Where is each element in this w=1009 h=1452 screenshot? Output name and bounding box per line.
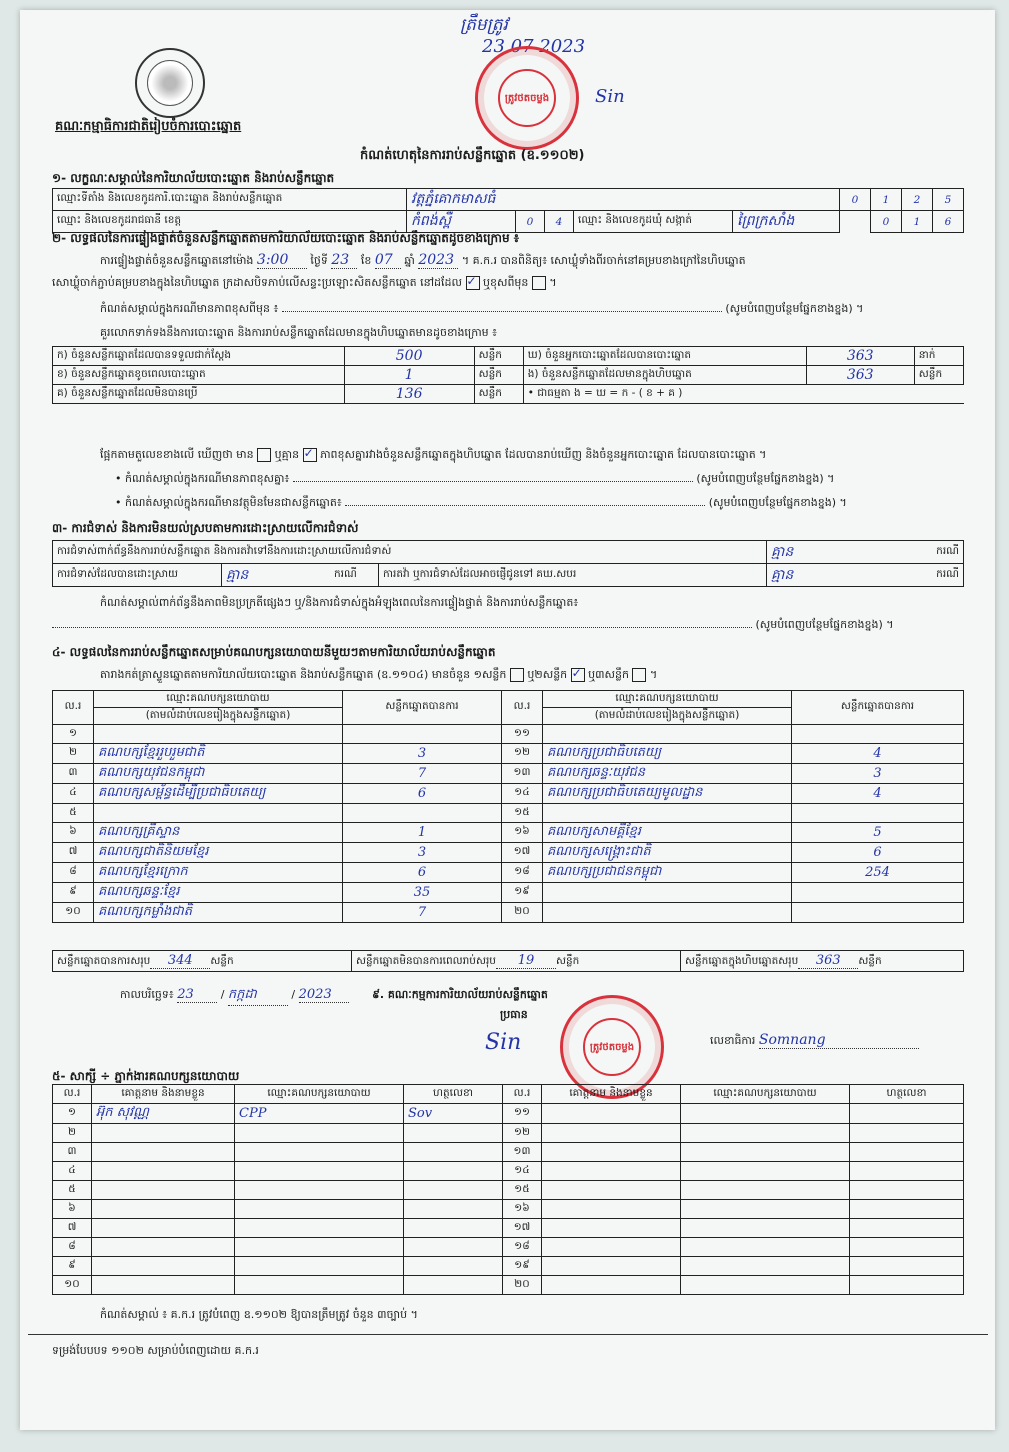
verification-time: 3:00 <box>257 252 307 269</box>
witness-row-number: ១ <box>53 1104 92 1124</box>
witness-name <box>92 1124 235 1143</box>
table-row: ក) ចំនួនសន្លឹកឆ្នោតដែលបានទទួលជាក់ស្ដែង 500 សន្លឹក ឃ) ចំនួនអ្នកបោះឆ្នោតដែលបានបោះឆ្នោត 363 នាក់ <box>53 347 964 366</box>
table-row <box>53 1200 964 1219</box>
verification-month: 07 <box>375 252 401 269</box>
witness-signature <box>850 1276 964 1295</box>
party-name: គណបក្សសាមគ្គីខ្មែរ <box>543 823 792 843</box>
official-stamp-top <box>475 46 579 150</box>
party-name: គណបក្សជាតិនិយមខ្មែរ <box>94 843 343 863</box>
witness-party <box>681 1143 850 1162</box>
witness-party <box>681 1181 850 1200</box>
ballot-count-table <box>52 346 964 404</box>
location-value: វត្តភ្នំគោកមាសធំ <box>407 189 840 211</box>
three-sheets-checkbox[interactable] <box>632 668 646 682</box>
witness-party <box>681 1200 850 1219</box>
has-difference-checkbox[interactable] <box>257 448 271 462</box>
table-row <box>53 1124 964 1143</box>
party-votes: 4 <box>792 744 964 764</box>
date-line: កាលបរិច្ឆេទ៖ 23 / កក្កដា / 2023 ៩. គណៈកម្មការការិយាល័យរាប់សន្លឹកឆ្នោត <box>120 986 548 1006</box>
witness-name <box>92 1238 235 1257</box>
received-ballots-value: 500 <box>344 347 474 366</box>
witness-signature <box>850 1143 964 1162</box>
witness-party: CPP <box>235 1104 404 1124</box>
witness-row-number: ១២ <box>503 1124 542 1143</box>
party-name: គណបក្សប្រជាធិបតេយ្យមូលដ្ឋាន <box>543 784 792 804</box>
party-name: គណបក្សកម្លាំងជាតិ <box>94 903 343 923</box>
witness-signature <box>850 1200 964 1219</box>
witness-party <box>235 1238 404 1257</box>
table-row <box>53 883 964 903</box>
party-row-number: ២០ <box>502 903 543 923</box>
table-row <box>53 1162 964 1181</box>
one-sheet-checkbox[interactable] <box>510 668 524 682</box>
no-difference-checkbox[interactable] <box>303 448 317 462</box>
form-title: កំណត់ហេតុនៃការរាប់សន្លឹកឆ្នោត (ឧ.១១០២) <box>360 148 585 163</box>
party-name <box>94 725 343 744</box>
two-sheets-checkbox[interactable] <box>571 668 585 682</box>
party-votes: 6 <box>343 863 502 883</box>
witness-party <box>681 1162 850 1181</box>
party-name: គណបក្សខ្មែររួបរួមជាតិ <box>94 744 343 764</box>
party-votes <box>792 804 964 823</box>
foreign-object-note: • កំណត់សម្គាល់ក្នុងករណីមានវត្ថុមិនមែនជាសន្លឹកឆ្នោត៖ (សូមបំពេញបន្ថែមផ្នែកខាងខ្នង) ។ <box>115 496 847 509</box>
party-row-number: ១២ <box>502 744 543 764</box>
valid-total-value: 344 <box>150 953 210 969</box>
party-votes: 1 <box>343 823 502 843</box>
box-ballots-value: 363 <box>806 366 914 385</box>
witness-name <box>92 1200 235 1219</box>
footer-divider <box>28 1334 988 1335</box>
witness-signature <box>850 1104 964 1124</box>
change-note: កំណត់សម្គាល់ក្នុងករណីមានភាពខុសពីមុន ៖ (សូមបំពេញបន្ថែមផ្នែកខាងខ្នង) ។ <box>100 302 864 315</box>
witness-row-number: ១១ <box>503 1104 542 1124</box>
party-row-number: ៤ <box>53 784 94 804</box>
party-name: គណបក្សឆន្ទៈខ្មែរ <box>94 883 343 903</box>
province-code-digit: 0 <box>516 211 545 233</box>
witness-signature <box>850 1162 964 1181</box>
witness-party <box>235 1219 404 1238</box>
party-name <box>543 804 792 823</box>
table-row <box>53 1181 964 1200</box>
party-name <box>543 725 792 744</box>
witness-signature <box>850 1257 964 1276</box>
witness-row-number: ១៨ <box>503 1238 542 1257</box>
witness-signature <box>404 1200 503 1219</box>
voters-value: 363 <box>806 347 914 366</box>
witness-name: អ៊ុក សុវណ្ណ <box>92 1104 235 1124</box>
party-votes <box>792 903 964 923</box>
witness-table: ល.រ គោត្តនាម និងនាមខ្លួន ឈ្មោះគណបក្សនយោបាយ ហត្ថលេខា ល.រ គោត្តនាម និងនាមខ្លួន ឈ្មោះគណបក្សនយោបាយ ហត្ថលេខា ១ អ៊ុក សុវណ្ណ CPP Sov ១១ ២ ១២ ៣ ១៣ ៤ ១៤ ៥ ១៥ ៦ ១៦ ៧ ១៧ ៨ ១៨ ៩ ១៩ ១០ ២០ <box>52 1084 964 1295</box>
witness-party <box>235 1276 404 1295</box>
section2-title: ២- លទ្ធផលនៃការផ្ទៀងផ្ទាត់ចំនួនសន្លឹកឆ្នោតតាមការិយាល័យបោះឆ្នោត និងរាប់សន្លឹកឆ្នោតដូចខាងក្រោម ៖ <box>52 231 520 245</box>
invalid-total-value: 19 <box>496 953 556 969</box>
table-row <box>53 1276 964 1295</box>
secretary-line: លេខាធិការ Somnang <box>710 1032 919 1050</box>
table-row <box>53 1238 964 1257</box>
footer-note: កំណត់សម្គាល់ ៖ គ.ក.រ ត្រូវបំពេញ ឧ.១១០២ ឱ្យបានត្រឹមត្រូវ ចំនួន ៣ច្បាប់ ។ <box>100 1308 418 1321</box>
witness-name <box>542 1143 681 1162</box>
party-row-number: ១៧ <box>502 843 543 863</box>
party-votes <box>792 883 964 903</box>
party-votes: 4 <box>792 784 964 804</box>
witness-name <box>542 1238 681 1257</box>
witness-signature <box>850 1219 964 1238</box>
witness-row-number: ១៤ <box>503 1162 542 1181</box>
party-votes <box>343 804 502 823</box>
witness-party <box>681 1219 850 1238</box>
witness-name <box>542 1104 681 1124</box>
witness-row-number: ៦ <box>53 1200 92 1219</box>
witness-row-number: ៨ <box>53 1238 92 1257</box>
witness-row-number: ១៦ <box>503 1200 542 1219</box>
table-row <box>53 903 964 923</box>
party-row-number: ២ <box>53 744 94 764</box>
party-name: គណបក្សសង្គ្រោះជាតិ <box>543 843 792 863</box>
location-code-digit: 1 <box>871 189 902 211</box>
witness-name <box>92 1181 235 1200</box>
table-row <box>53 744 964 764</box>
party-row-number: ១០ <box>53 903 94 923</box>
table-row <box>53 1219 964 1238</box>
table-row <box>53 725 964 744</box>
section5-title: ៥- សាក្សី ÷ ភ្នាក់ងារគណបក្សនយោបាយ <box>52 1069 240 1083</box>
party-name <box>543 883 792 903</box>
party-votes: 5 <box>792 823 964 843</box>
verification-year: 2023 <box>418 252 458 269</box>
party-name: គណបក្សយុវជនកម្ពុជា <box>94 764 343 784</box>
location-label: ឈ្មោះទីតាំង និងលេខកូដការិ.បោះឆ្នោត និងរាប់សន្លឹកឆ្នោត <box>53 189 407 211</box>
commune-label: ឈ្មោះ និងលេខកូដឃុំ សង្កាត់ <box>574 211 733 233</box>
party-votes: 7 <box>343 903 502 923</box>
party-row-number: ៣ <box>53 764 94 784</box>
witness-row-number: ២ <box>53 1124 92 1143</box>
party-row-number: ៩ <box>53 883 94 903</box>
witness-row-number: ៣ <box>53 1143 92 1162</box>
table-row: គ) ចំនួនសន្លឹកឆ្នោតដែលមិនបានប្រើ 136 សន្លឹក • ជាធម្មតា ង = ឃ = ក - ( ខ + គ ) <box>53 385 964 404</box>
witness-signature <box>404 1181 503 1200</box>
date-year: 2023 <box>299 987 349 1003</box>
witness-signature <box>404 1162 503 1181</box>
difference-note: • កំណត់សម្គាល់ក្នុងករណីមានភាពខុសគ្នា៖ (សូមបំពេញបន្ថែមផ្នែកខាងខ្នង) ។ <box>115 472 835 485</box>
tally-sheet-line: តារាងកត់ត្រាស្ទួនឆ្នោតតាមការិយាល័យបោះឆ្នោត និងរាប់សន្លឹកឆ្នោត (ឧ.១១០៤) មានចំនួន ១សន្លឹក ឬ២សន្លឹក ✓ ឬ៣សន្លឹក ។ <box>100 668 657 684</box>
party-row-number: ១៤ <box>502 784 543 804</box>
witness-name <box>542 1124 681 1143</box>
chief-label: ប្រធាន <box>500 1008 528 1021</box>
info-intro: គួរលោកទាក់ទងនឹងការបោះឆ្នោត និងការរាប់សន្លឹកឆ្នោតដែលមានក្នុងហិបឆ្នោតមានដូចខាងក្រោម ៖ <box>100 326 497 339</box>
witness-party <box>681 1276 850 1295</box>
form-reference: ទម្រង់បែបបទ ១១០២ សម្រាប់បំពេញដោយ គ.ក.រ <box>52 1344 259 1357</box>
province-label: ឈ្មោះ និងលេខកូដរាជធានី ខេត្ត <box>53 211 407 233</box>
section1-title: ១- លក្ខណៈសម្គាល់នៃការិយាល័យបោះឆ្នោត និងរាប់សន្លឹកឆ្នោត <box>52 171 335 185</box>
witness-name <box>542 1181 681 1200</box>
commune-code-digit: 0 <box>871 211 902 233</box>
commune-code-digit: 1 <box>902 211 933 233</box>
party-row-number: ៦ <box>53 823 94 843</box>
witness-name <box>542 1200 681 1219</box>
table-row <box>53 823 964 843</box>
party-row-number: ១៦ <box>502 823 543 843</box>
party-name: គណបក្សគ្រីស្ទាន <box>94 823 343 843</box>
section1-table <box>52 188 964 233</box>
party-votes: 6 <box>792 843 964 863</box>
party-results-table: ល.រ ឈ្មោះគណបក្សនយោបាយ សន្លឹកឆ្នោតបានការ ល.រ ឈ្មោះគណបក្សនយោបាយ សន្លឹកឆ្នោតបានការ (តាមលំដាប់លេខរៀងក្នុងសន្លឹកឆ្នោត) (តាមលំដាប់លេខរៀងក្នុងសន្លឹកឆ្នោត) ១ ១១ ២ គណបក្សខ្មែររួបរួមជាតិ 3 ១២ គណបក្សប្រជាធិបតេយ្យ 4 ៣ គណបក្សយុវជនកម្ពុជា 7 ១៣ គណបក្សឆន្ទៈយុវជន 3 ៤ គណបក្សសម្ព័ន្ធដើម្បីប្រជាធិបតេយ្យ 6 ១៤ គណបក្សប្រជាធិបតេយ្យមូលដ្ឋាន 4 ៥ ១៥ ៦ គណបក្សគ្រីស្ទាន 1 ១៦ គណបក្សសាមគ្គីខ្មែរ 5 ៧ គណបក្សជាតិនិយមខ្មែរ 3 ១៧ គណបក្សសង្គ្រោះជាតិ 6 ៨ គណបក្សខ្មែរក្រោក 6 ១៨ គណបក្សប្រជាជនកម្ពុជា 254 ៩ គណបក្សឆន្ទៈខ្មែរ 35 ១៩ ១០ គណបក្សកម្លាំងជាតិ 7 ២០ <box>52 690 964 923</box>
changed-checkbox[interactable] <box>532 276 546 290</box>
party-votes: 3 <box>792 764 964 784</box>
witness-name <box>542 1162 681 1181</box>
stamp-signature: Sin <box>595 86 625 107</box>
section3-title: ៣- ការជំទាស់ និងការមិនយល់ស្របតាមការដោះស្រាយលើការជំទាស់ <box>52 521 359 535</box>
date-day: 23 <box>177 987 217 1003</box>
party-name: គណបក្សប្រជាធិបតេយ្យ <box>543 744 792 764</box>
date-month: កក្កដា <box>228 986 288 1006</box>
witness-party <box>235 1200 404 1219</box>
witness-row-number: ៩ <box>53 1257 92 1276</box>
witness-signature <box>850 1238 964 1257</box>
witness-name <box>92 1162 235 1181</box>
party-row-number: ១១ <box>502 725 543 744</box>
party-votes: 6 <box>343 784 502 804</box>
formula-note: • ជាធម្មតា ង = ឃ = ក - ( ខ + គ ) <box>523 385 963 404</box>
witness-signature: Sov <box>404 1104 503 1124</box>
party-votes: 3 <box>343 744 502 764</box>
committee-label: ៩. គណៈកម្មការការិយាល័យរាប់សន្លឹកឆ្នោត <box>372 988 548 1001</box>
table-row <box>53 1257 964 1276</box>
witness-signature <box>404 1238 503 1257</box>
witness-name <box>542 1276 681 1295</box>
witness-name <box>92 1219 235 1238</box>
witness-signature <box>404 1276 503 1295</box>
party-row-number: ១ <box>53 725 94 744</box>
party-name: គណបក្សប្រជាជនកម្ពុជា <box>543 863 792 883</box>
objection-count-value: គ្មាន <box>767 541 916 564</box>
location-code-digit: 0 <box>840 189 871 211</box>
stamp-label: ត្រូវថតចម្លង <box>498 69 556 127</box>
witness-party <box>235 1124 404 1143</box>
witness-name <box>92 1143 235 1162</box>
box-total-value: 363 <box>798 953 858 969</box>
table-row: ការជំទាស់ដែលបានដោះស្រាយ គ្មាន ករណី ការតវ៉ា ឬការជំទាស់ដែលអាចផ្ញើជូនទៅ គឃ.សបរ គ្មាន ករណី <box>53 564 964 587</box>
valid-total: សន្លឹកឆ្នោតបានការសរុប 344 សន្លឹក <box>53 951 352 972</box>
seal-line: សោឃ្លុំចាក់ភ្ជាប់គម្របខាងក្នុងនៃហិបឆ្នោត ក្រដាសបិទភាប់លើសន្ទះប្រឡោះសិតសន្លឹកឆ្នោត នៅដដែល ✓ ឬខុសពីមុន ។ <box>52 276 557 292</box>
witness-row-number: ៥ <box>53 1181 92 1200</box>
witness-row-number: ១៩ <box>503 1257 542 1276</box>
party-row-number: ១៥ <box>502 804 543 823</box>
org-name: គណៈកម្មាធិការជាតិរៀបចំការបោះឆ្នោត <box>55 119 242 134</box>
chief-signature: Sin <box>485 1030 522 1055</box>
witness-signature <box>850 1181 964 1200</box>
location-code-digit: 5 <box>933 189 964 211</box>
form-page <box>20 10 995 1430</box>
witness-row-number: ១៣ <box>503 1143 542 1162</box>
witness-signature <box>404 1219 503 1238</box>
stamp-label: ត្រូវថតចម្លង <box>583 1018 641 1076</box>
party-votes: 7 <box>343 764 502 784</box>
section4-title: ៤- លទ្ធផលនៃការរាប់សន្លឹកឆ្នោតសម្រាប់គណបក្សនយោបាយនីមួយៗតាមការិយាល័យរាប់សន្លឹកឆ្នោត <box>52 645 496 659</box>
table-row <box>53 804 964 823</box>
secretary-signature: Somnang <box>759 1032 919 1049</box>
witness-party <box>235 1257 404 1276</box>
witness-party <box>235 1181 404 1200</box>
witness-name <box>92 1257 235 1276</box>
witness-row-number: ១៥ <box>503 1181 542 1200</box>
party-row-number: ១៨ <box>502 863 543 883</box>
party-name <box>543 903 792 923</box>
witness-party <box>681 1104 850 1124</box>
table-row <box>53 1143 964 1162</box>
commune-code-digit: 6 <box>933 211 964 233</box>
box-total: សន្លឹកឆ្នោតក្នុងហិបឆ្នោតសរុប 363 សន្លឹក <box>681 951 964 972</box>
party-row-number: ៧ <box>53 843 94 863</box>
party-votes <box>792 725 964 744</box>
objection-table <box>52 540 964 587</box>
witness-party <box>235 1162 404 1181</box>
table-row <box>53 843 964 863</box>
party-votes: 254 <box>792 863 964 883</box>
witness-signature <box>404 1143 503 1162</box>
party-row-number: ៨ <box>53 863 94 883</box>
spoiled-ballots-value: 1 <box>344 366 474 385</box>
table-row <box>53 784 964 804</box>
irregularity-lines: (សូមបំពេញបន្ថែមផ្នែកខាងខ្នង) ។ <box>52 618 894 634</box>
verification-day: 23 <box>331 252 357 269</box>
verification-line: ការផ្ទៀងផ្ទាត់ចំនួនសន្លឹកឆ្នោតនៅម៉ោង 3:00 ថ្ងៃទី 23 ខែ 07 ឆ្នាំ 2023 ។ គ.ក.រ បានពិនិត្យ៖ សោឃ្លុំទាំងពីរចាក់នៅគម្របខាងក្រៅនៃហិបឆ្នោត <box>100 252 746 268</box>
province-code-digit: 4 <box>545 211 574 233</box>
commune-value: ព្រៃក្រសាំង <box>733 211 840 233</box>
witness-row-number: ៧ <box>53 1219 92 1238</box>
table-row <box>53 863 964 883</box>
invalid-total: សន្លឹកឆ្នោតមិនបានការពេលរាប់សរុប 19 សន្លឹក <box>352 951 681 972</box>
stamp-handwritten: ត្រឹមត្រូវ <box>460 15 508 35</box>
witness-signature <box>404 1257 503 1276</box>
party-name <box>94 804 343 823</box>
witness-signature <box>404 1124 503 1143</box>
stamp-date: 23 07 2023 <box>482 36 586 57</box>
party-row-number: ១៩ <box>502 883 543 903</box>
witness-name <box>542 1257 681 1276</box>
witness-name <box>542 1219 681 1238</box>
table-row <box>53 764 964 784</box>
difference-line: ផ្អែកតាមតួលេខខាងលើ ឃើញថា មាន ឬគ្មាន ✓ ភាពខុសគ្នារវាងចំនួនសន្លឹកឆ្នោតក្នុងហិបឆ្នោត ដែលបានរាប់ឃើញ និងចំនួនអ្នកបោះឆ្នោត ដែលបានបោះឆ្នោត ។ <box>100 448 766 464</box>
table-row: ខ) ចំនួនសន្លឹកឆ្នោតខូចពេលបោះឆ្នោត 1 សន្លឹក ង) ចំនួនសន្លឹកឆ្នោតដែលមានក្នុងហិបឆ្នោត 363 សន្លឹក <box>53 366 964 385</box>
table-row <box>53 1104 964 1124</box>
party-row-number: ៥ <box>53 804 94 823</box>
party-votes <box>343 725 502 744</box>
party-name: គណបក្សឆន្ទៈយុវជន <box>543 764 792 784</box>
emblem-logo <box>135 48 205 118</box>
party-votes: 3 <box>343 843 502 863</box>
witness-party <box>681 1124 850 1143</box>
irregularity-note: កំណត់សម្គាល់ពាក់ព័ន្ធនឹងភាពមិនប្រក្រតីផ្សេងៗ ឬ/និងការជំទាស់ក្នុងអំឡុងពេលនៃការផ្ទៀងផ្ទាត់ និងការរាប់សន្លឹកឆ្នោត៖ <box>100 596 579 609</box>
table-row: ការជំទាស់ពាក់ព័ន្ធនឹងការរាប់សន្លឹកឆ្នោត និងការតវ៉ាទៅនឹងការដោះស្រាយលើការជំទាស់ គ្មាន ករណី <box>53 541 964 564</box>
party-name: គណបក្សខ្មែរក្រោក <box>94 863 343 883</box>
witness-name <box>92 1276 235 1295</box>
witness-party <box>235 1143 404 1162</box>
witness-row-number: ២០ <box>503 1276 542 1295</box>
resolved-count-value: គ្មាន <box>222 564 331 587</box>
province-value: កំពង់ស្ពឺ <box>407 211 516 233</box>
witness-row-number: ៤ <box>53 1162 92 1181</box>
location-code-digit: 2 <box>902 189 933 211</box>
totals-table <box>52 950 964 972</box>
witness-signature <box>850 1124 964 1143</box>
forwarded-count-value: គ្មាន <box>767 564 916 587</box>
witness-party <box>681 1238 850 1257</box>
party-name: គណបក្សសម្ព័ន្ធដើម្បីប្រជាធិបតេយ្យ <box>94 784 343 804</box>
unused-ballots-value: 136 <box>344 385 474 404</box>
witness-party <box>681 1257 850 1276</box>
same-checkbox[interactable] <box>466 276 480 290</box>
witness-row-number: ១០ <box>53 1276 92 1295</box>
party-votes: 35 <box>343 883 502 903</box>
witness-row-number: ១៧ <box>503 1219 542 1238</box>
party-row-number: ១៣ <box>502 764 543 784</box>
